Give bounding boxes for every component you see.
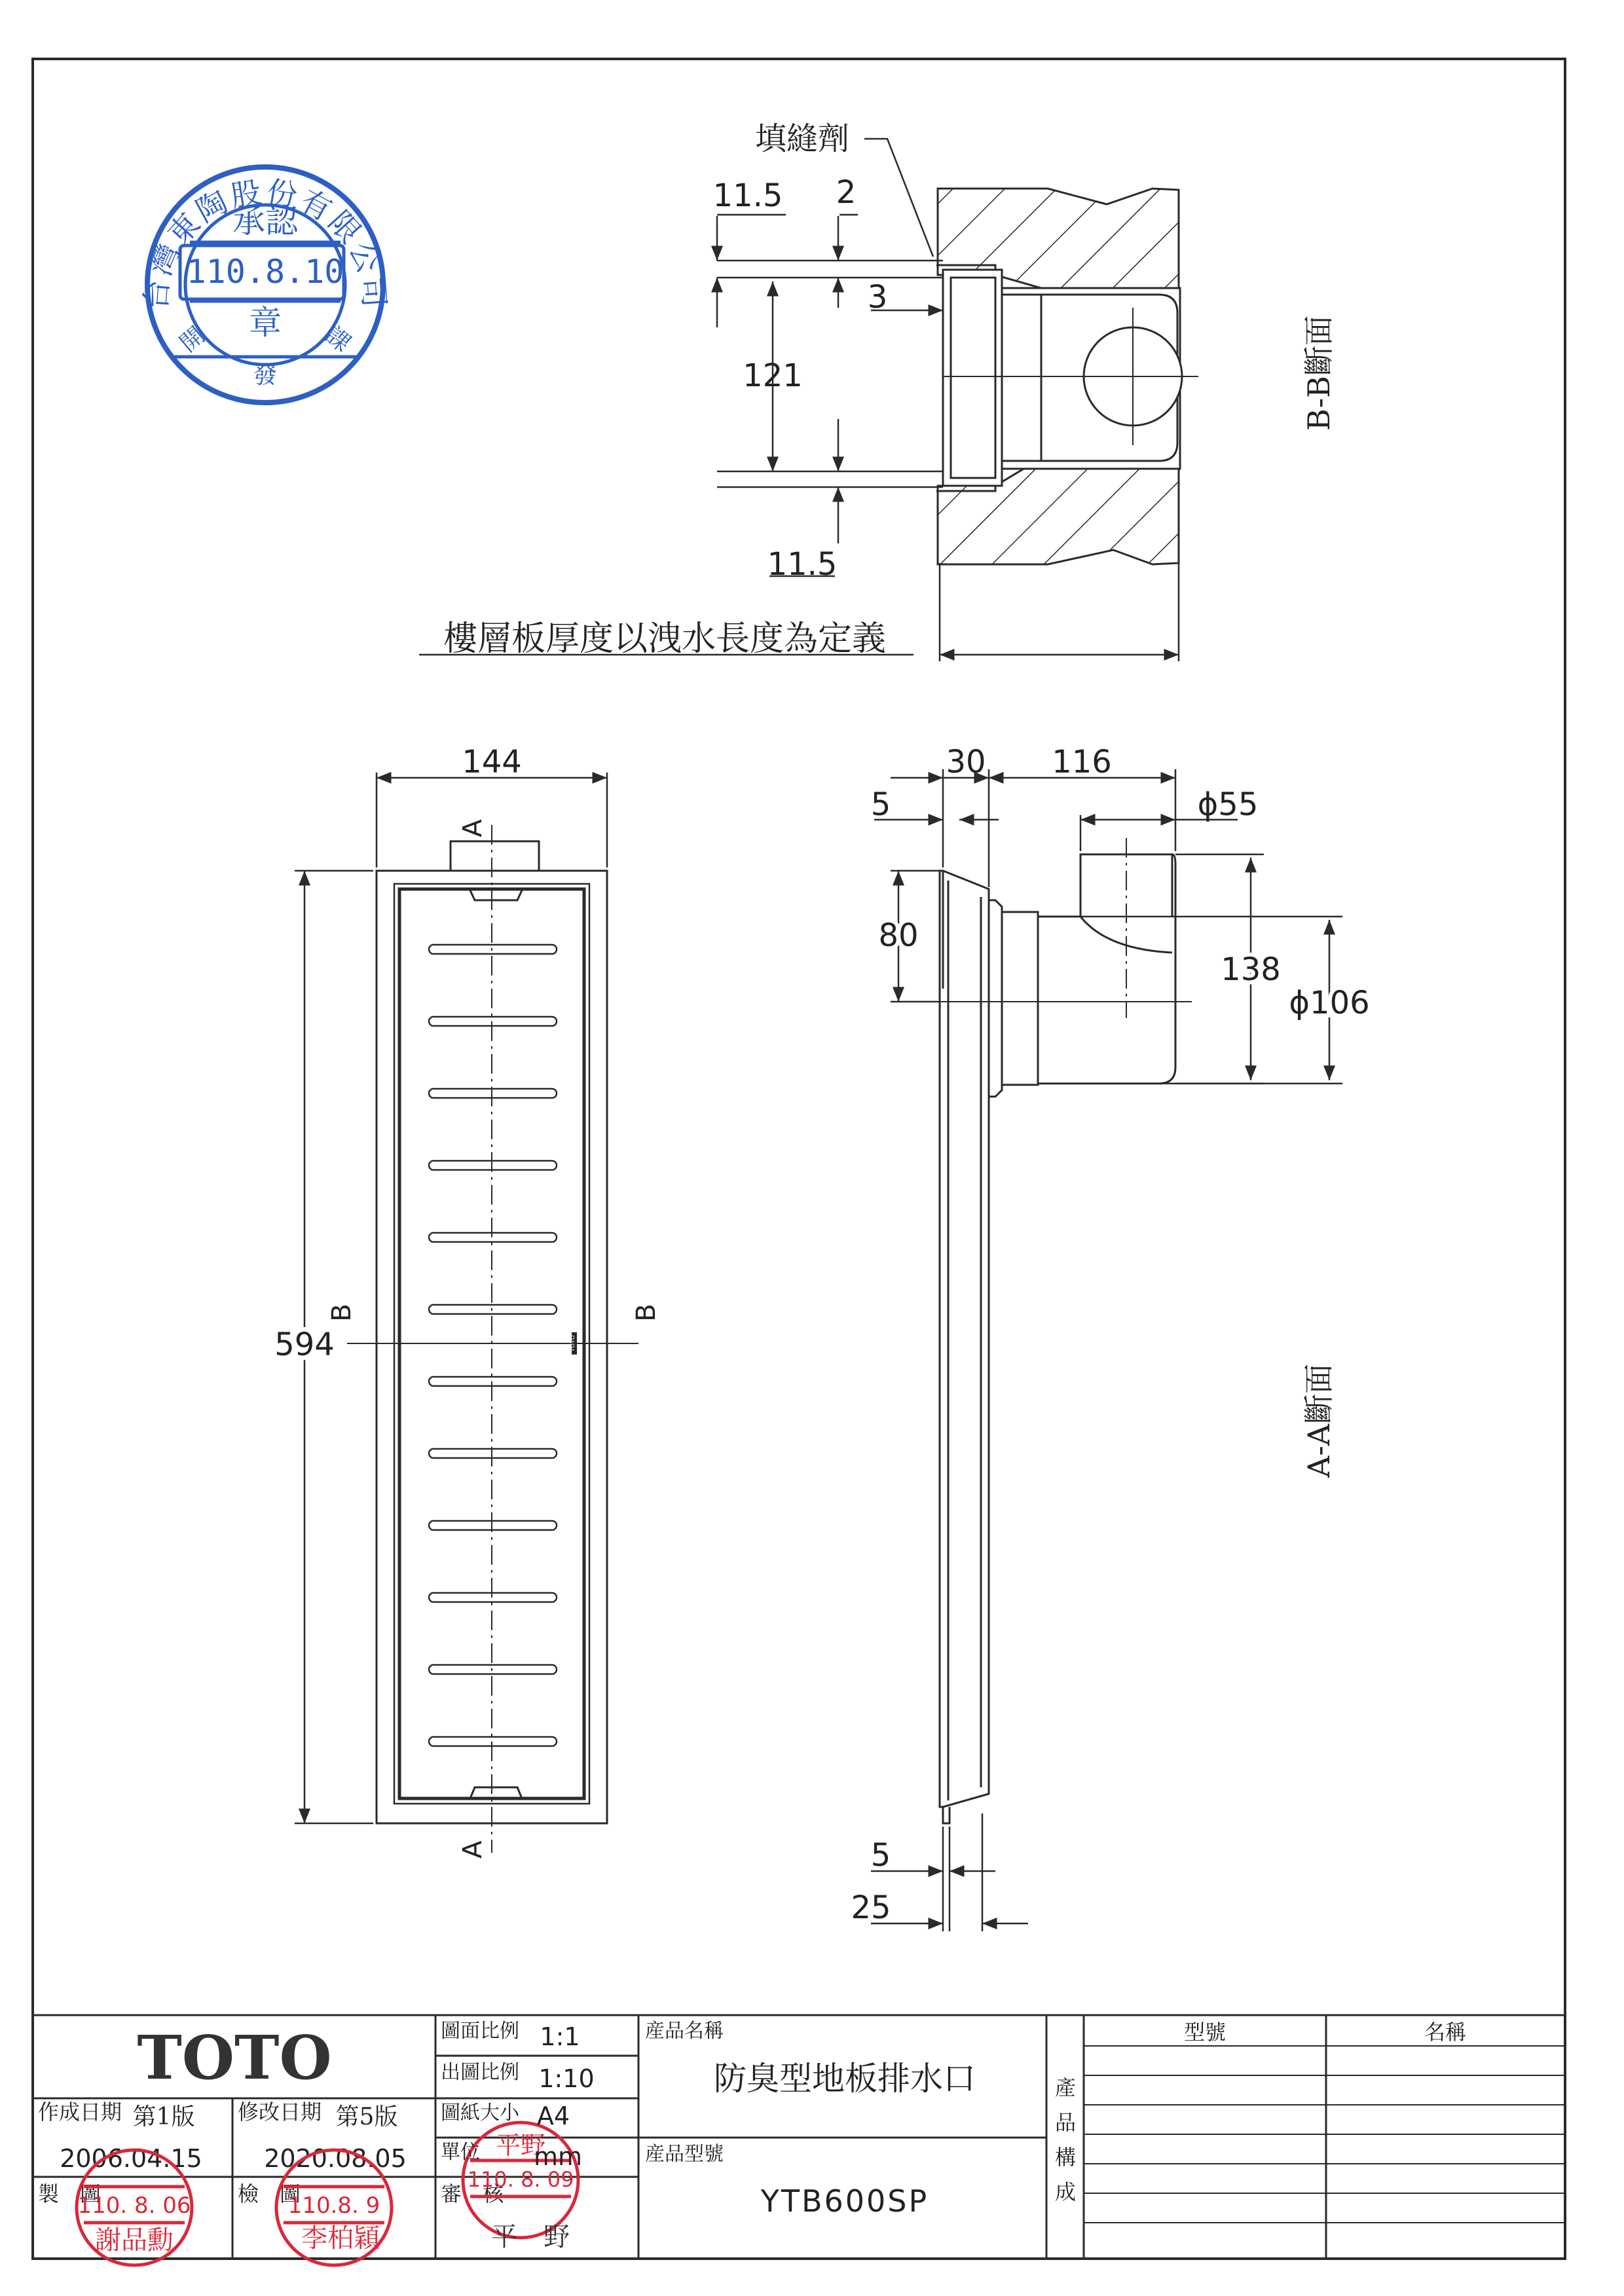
name-column-header: 名稱 bbox=[1424, 2020, 1467, 2045]
plan-view-drawing bbox=[347, 825, 638, 1853]
stamp-seal: 章 bbox=[249, 304, 282, 342]
grate-slot bbox=[429, 1521, 557, 1530]
section-b-left: B bbox=[327, 1303, 357, 1322]
stamp-date: 110.8.10 bbox=[186, 253, 344, 291]
composition-label-3: 構 bbox=[1054, 2145, 1077, 2170]
aa-dim-30: 30 bbox=[946, 744, 986, 780]
bb-section-drawing bbox=[936, 189, 1198, 564]
stamp-dept-right: 課 bbox=[320, 321, 356, 358]
modified-label: 修改日期 bbox=[238, 2100, 322, 2124]
unit-value: mm bbox=[533, 2142, 583, 2171]
aa-dim-80: 80 bbox=[878, 917, 919, 954]
drawn-stamp-name: 謝品勳 bbox=[95, 2225, 174, 2255]
reviewed-stamp-top: 平野 bbox=[495, 2131, 546, 2160]
grate-slot bbox=[429, 1377, 557, 1386]
stamp-approved: 承認 bbox=[232, 202, 298, 240]
drawn-label: 製 圖 bbox=[38, 2181, 101, 2206]
paper-value: A4 bbox=[536, 2102, 570, 2130]
checked-label: 檢 圖 bbox=[238, 2181, 301, 2206]
aa-section-drawing bbox=[904, 838, 1192, 1823]
plan-slots bbox=[429, 945, 557, 1746]
plan-brand-mark: TOTO bbox=[570, 1335, 576, 1352]
checked-stamp-name: 李柏穎 bbox=[301, 2223, 380, 2253]
aa-dim-phi55: ϕ55 bbox=[1197, 786, 1259, 823]
reviewed-stamp-date: 110. 8. 09 bbox=[467, 2167, 574, 2192]
bb-dim-gap: 2 bbox=[836, 174, 857, 211]
modified-date: 2020.08.05 bbox=[264, 2144, 407, 2173]
stamp-dept-left: 開 bbox=[175, 321, 211, 358]
section-a-bottom: A bbox=[458, 1840, 488, 1859]
composition-label-2: 品 bbox=[1054, 2110, 1077, 2135]
bb-dim-flange: 3 bbox=[867, 279, 888, 316]
bb-dim-bottom-offset: 11.5 bbox=[767, 546, 838, 583]
aa-dim-25: 25 bbox=[851, 1889, 891, 1926]
product-name: 防臭型地板排水口 bbox=[714, 2060, 976, 2098]
reviewed-label: 審 核 bbox=[441, 2181, 504, 2206]
scale-label: 圖面比例 bbox=[441, 2020, 519, 2043]
grate-slot bbox=[429, 1161, 557, 1170]
aa-dim-116: 116 bbox=[1052, 744, 1112, 780]
model-column-header: 型號 bbox=[1183, 2020, 1227, 2045]
aa-dimensions bbox=[871, 769, 1342, 1931]
grate-slot bbox=[429, 945, 557, 954]
print-scale-label: 出圖比例 bbox=[441, 2061, 519, 2084]
plan-dim-length: 594 bbox=[274, 1326, 335, 1363]
title-brand-logo: TOTO bbox=[137, 2022, 332, 2093]
composition-label-1: 產 bbox=[1054, 2075, 1077, 2100]
aa-view-label: A-A斷面 bbox=[1301, 1364, 1337, 1478]
grate-slot bbox=[429, 1593, 557, 1602]
grate-slot bbox=[429, 1449, 557, 1458]
created-version: 第1版 bbox=[132, 2104, 195, 2130]
scale-value: 1:1 bbox=[540, 2022, 580, 2051]
bb-dim-top-offset: 11.5 bbox=[712, 177, 783, 214]
product-name-label: 産品名稱 bbox=[645, 2020, 724, 2043]
created-label: 作成日期 bbox=[38, 2100, 122, 2124]
grate-slot bbox=[429, 1089, 557, 1098]
created-date: 2006.04.15 bbox=[60, 2144, 202, 2173]
grate-slot bbox=[429, 1017, 557, 1026]
stamp-dept-mid: 發 bbox=[253, 362, 278, 389]
modified-version: 第5版 bbox=[335, 2104, 398, 2130]
grate-slot bbox=[429, 1737, 557, 1746]
reviewed-stamp-name: 平 野 bbox=[491, 2222, 570, 2252]
print-scale-value: 1:10 bbox=[538, 2064, 595, 2093]
composition-label-4: 成 bbox=[1054, 2179, 1077, 2204]
grate-slot bbox=[429, 1233, 557, 1242]
unit-label: 單位 bbox=[441, 2141, 480, 2164]
product-model-label: 産品型號 bbox=[645, 2143, 724, 2166]
stamp-company: 台灣東陶股份有限公司 bbox=[138, 173, 393, 312]
product-model: YTB600SP bbox=[760, 2183, 929, 2219]
aa-dim-5-top: 5 bbox=[870, 786, 891, 823]
floor-thickness-note: 樓層板厚度以洩水長度為定義 bbox=[443, 619, 887, 659]
paper-label: 圖紙大小 bbox=[441, 2102, 519, 2124]
drawn-stamp-date: 110. 8. 06 bbox=[77, 2193, 191, 2219]
sealant-label: 填縫劑 bbox=[754, 120, 850, 157]
bb-view-label: B-B斷面 bbox=[1301, 315, 1337, 431]
grate-slot bbox=[429, 1305, 557, 1314]
aa-dim-5-bottom: 5 bbox=[870, 1837, 891, 1874]
aa-dim-phi106: ϕ106 bbox=[1289, 985, 1370, 1021]
checked-stamp-date: 110.8. 9 bbox=[287, 2193, 380, 2219]
grate-slot bbox=[429, 1665, 557, 1674]
bb-dim-height: 121 bbox=[743, 357, 803, 394]
section-a-top: A bbox=[458, 819, 488, 837]
section-b-right: B bbox=[631, 1303, 661, 1322]
aa-dim-138: 138 bbox=[1221, 951, 1281, 988]
plan-dim-width: 144 bbox=[462, 744, 522, 780]
